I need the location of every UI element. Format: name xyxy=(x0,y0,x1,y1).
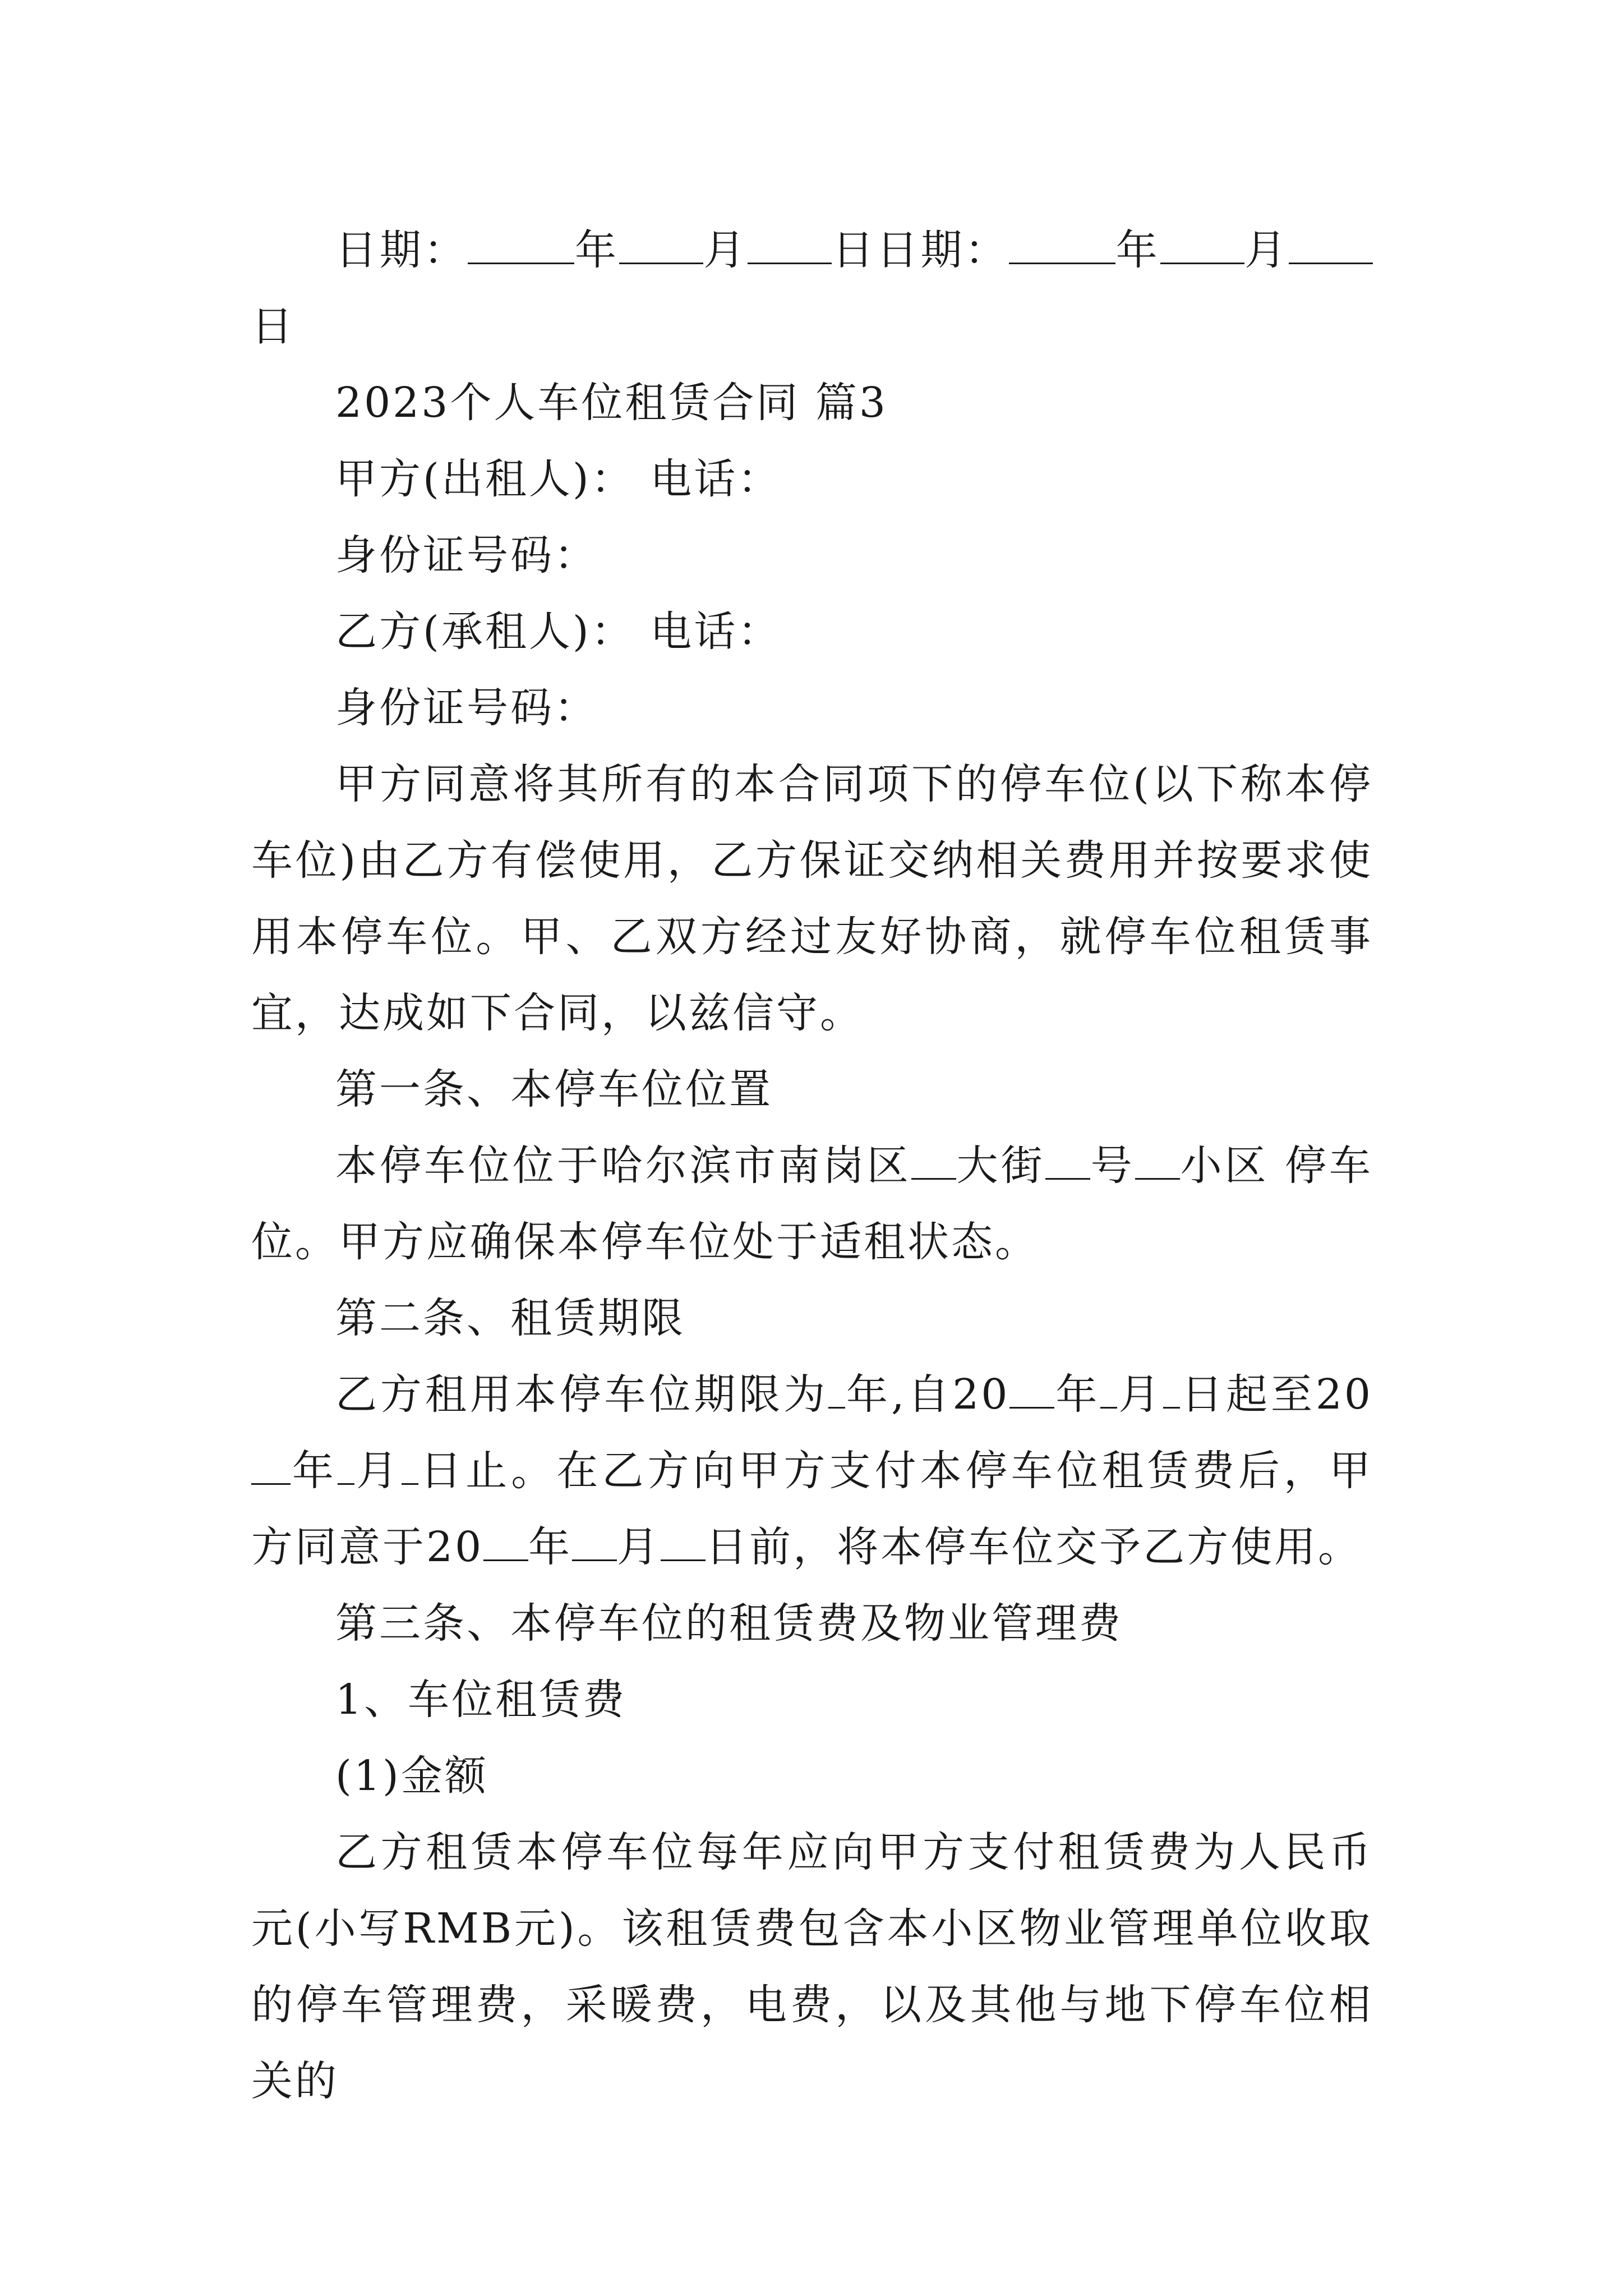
blank-field xyxy=(1045,1138,1090,1180)
article-1-title: 第一条、本停车位位置 xyxy=(335,1065,773,1114)
blank-field xyxy=(1160,222,1244,264)
blank-field xyxy=(911,1138,956,1180)
document-body xyxy=(251,212,1373,2119)
party-a-line: 甲方(出租人)： 电话： xyxy=(335,455,782,503)
contract-title: 2023个人车位租赁合同 篇3 xyxy=(335,379,888,427)
fee-paragraph: 乙方租赁本停车位每年应向甲方支付租赁费为人民币元(小写RMB元)。该租赁费包含本小区物业管理单位收取的停车管理费，采暖费，电费，以及其他与地下停车位相关的 xyxy=(251,1828,1373,2105)
blank-field xyxy=(402,1443,418,1485)
intro-paragraph: 甲方同意将其所有的本合同项下的停车位(以下称本停车位)由乙方有偿使用，乙方保证交纳相关费用并按要求使用本停车位。甲、乙双方经过友好协商，就停车位租赁事宜，达成如下合同，以兹信守。 xyxy=(251,760,1373,1037)
year-text: 年 xyxy=(574,226,619,274)
blank-field xyxy=(572,1519,617,1561)
date-line xyxy=(251,212,1373,365)
blank-field xyxy=(748,222,832,264)
year-text: 年 xyxy=(1115,226,1160,274)
blank-field xyxy=(1009,222,1115,264)
subsection-1-title: 1、车位租赁费 xyxy=(335,1676,627,1724)
party-b-line: 乙方(承租人)： 电话： xyxy=(335,608,782,656)
term-paragraph: 乙方租用本停车位期限为 年,自20 年 月 日起至20年 月 日止。在乙方向甲方支付本停车位租赁费后，甲方同意于20 年 月 日前，将本停车位交予乙方使用。 xyxy=(251,1356,1373,1585)
blank-field xyxy=(828,1366,845,1409)
blank-field xyxy=(483,1519,528,1561)
article-2-title: 第二条、租赁期限 xyxy=(335,1294,685,1342)
month-text: 月 xyxy=(1244,226,1289,274)
blank-field xyxy=(1100,1366,1117,1409)
blank-field xyxy=(1163,1366,1180,1409)
blank-field xyxy=(661,1519,706,1561)
blank-field xyxy=(251,1443,291,1485)
blank-field xyxy=(468,222,574,264)
blank-field xyxy=(338,1443,354,1485)
party-b-id-line: 身份证号码： xyxy=(335,684,598,732)
month-text: 月 xyxy=(703,226,748,274)
blank-field xyxy=(1135,1138,1180,1180)
party-a-id-line: 身份证号码： xyxy=(335,531,598,579)
blank-field xyxy=(619,222,703,264)
blank-field xyxy=(1289,222,1373,264)
blank-field xyxy=(1009,1366,1054,1409)
date-label-2: 日日期： xyxy=(832,226,1009,274)
subsection-1-1-title: (1)金额 xyxy=(335,1752,488,1800)
day-text: 日 xyxy=(251,302,295,351)
article-3-title: 第三条、本停车位的租赁费及物业管理费 xyxy=(335,1599,1123,1648)
location-paragraph: 本停车位位于哈尔滨市南岗区 大街 号 小区 停车位。甲方应确保本停车位处于适租状态。 xyxy=(251,1128,1373,1280)
date-label: 日期： xyxy=(335,226,468,274)
